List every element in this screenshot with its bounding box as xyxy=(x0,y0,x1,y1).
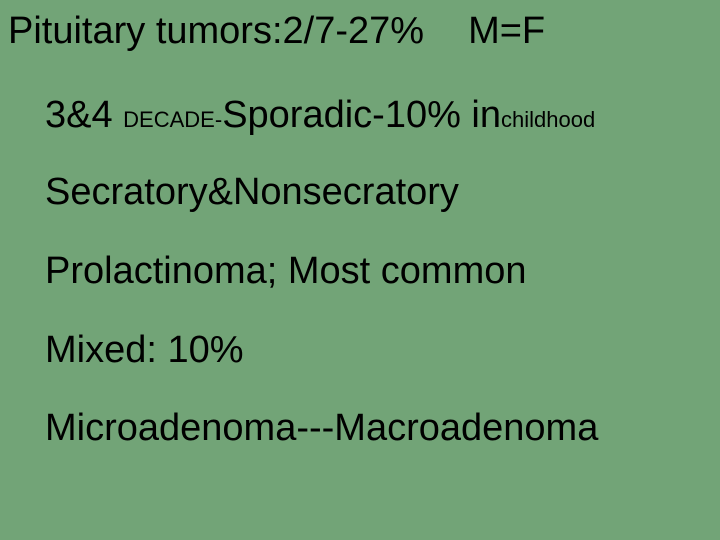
line-mixed: Mixed: 10% xyxy=(45,329,244,371)
line-secretory: Secratory&Nonsecratory xyxy=(45,171,459,213)
line-adenoma: Microadenoma---Macroadenoma xyxy=(45,407,599,449)
slide-title: Pituitary tumors:2/7-27% xyxy=(8,10,425,52)
sex-ratio: M=F xyxy=(468,10,546,52)
line-prolactinoma: Prolactinoma; Most common xyxy=(45,250,527,292)
childhood-label: childhood xyxy=(501,107,596,132)
line-decade xyxy=(45,96,595,134)
sporadic-text: Sporadic-10% in xyxy=(222,94,502,136)
decade-number: 3&4 xyxy=(45,94,124,136)
decade-label: DECADE- xyxy=(123,107,223,132)
title-row xyxy=(8,12,545,50)
